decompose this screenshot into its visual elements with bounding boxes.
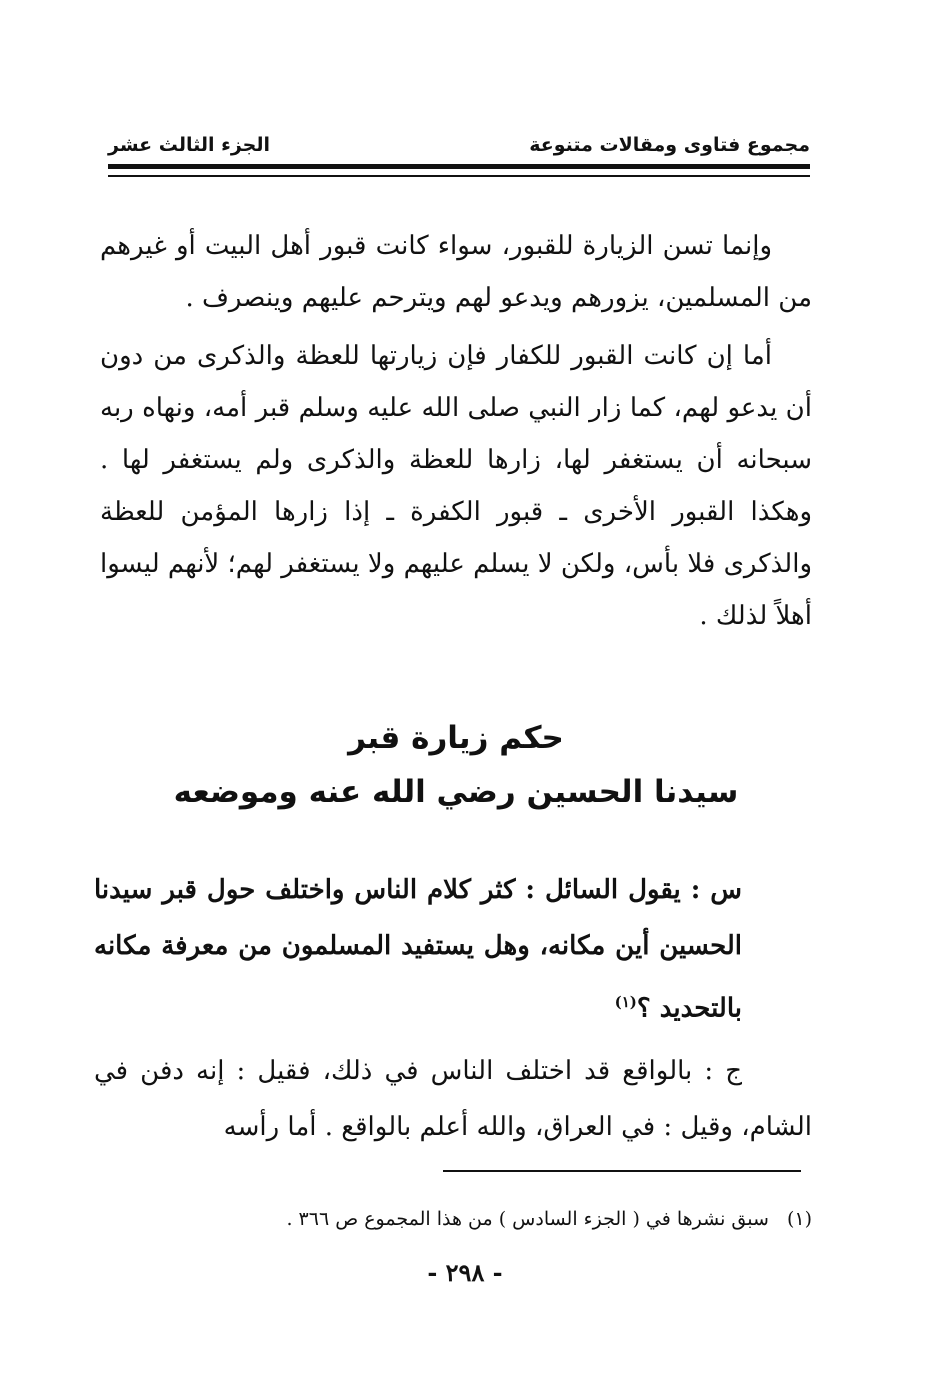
book-title: مجموع فتاوى ومقالات متنوعة xyxy=(529,134,810,156)
header-rule-thick xyxy=(108,164,810,169)
body-text xyxy=(100,220,812,648)
footnote-mark: (١) xyxy=(786,1208,812,1230)
footnote-text: سبق نشرها في ( الجزء السادس ) من هذا المجموع ص ٣٦٦ . xyxy=(286,1208,769,1230)
page-number: - ٢٩٨ - xyxy=(427,1258,503,1287)
footnote-reference: (١) xyxy=(614,993,637,1011)
running-header xyxy=(108,130,810,160)
footnote xyxy=(100,1205,812,1233)
section-heading-line1: حكم زيارة قبر xyxy=(348,720,564,756)
question-paragraph xyxy=(94,862,812,1037)
paragraph-visiting-graves: وإنما تسن الزيارة للقبور، سواء كانت قبور أهل البيت أو غيرهم من المسلمين، يزورهم ويدعو لهم ويترحم عليهم وينصرف . xyxy=(100,231,812,313)
question-text: س : يقول السائل : كثر كلام الناس واختلف حول قبر سيدنا الحسين أين مكانه، وهل يستفيد المسلمون من معرفة مكانه بالتحديد ؟ xyxy=(94,875,742,1024)
question-answer xyxy=(94,862,812,1155)
part-title: الجزء الثالث عشر xyxy=(108,134,271,156)
header-rule-thin xyxy=(108,175,810,177)
paragraph-graves-of-disbelievers: أما إن كانت القبور للكفار فإن زيارتها للعظة والذكرى من دون أن يدعو لهم، كما زار النبي صلى الله عليه وسلم قبر أمه، ونهاه ربه سبحانه أن يستغفر لها، زارها للعظة والذكرى ولم يستغفر لها . وهكذا القبور الأخرى ـ قبور الكفرة ـ إذا زارها المؤمن للعظة والذكرى فلا بأس، ولكن لا يسلم عليهم ولا يستغفر لهم؛ لأنهم ليسوا أهلاً لذلك . xyxy=(100,341,812,631)
footnote-separator xyxy=(443,1170,801,1172)
answer-paragraph: ج : بالواقع قد اختلف الناس في ذلك، فقيل : إنه دفن في الشام، وقيل : في العراق، والله أعلم بالواقع . أما رأسه xyxy=(94,1055,812,1142)
section-heading-line2: سيدنا الحسين رضي الله عنه وموضعه xyxy=(173,774,739,810)
